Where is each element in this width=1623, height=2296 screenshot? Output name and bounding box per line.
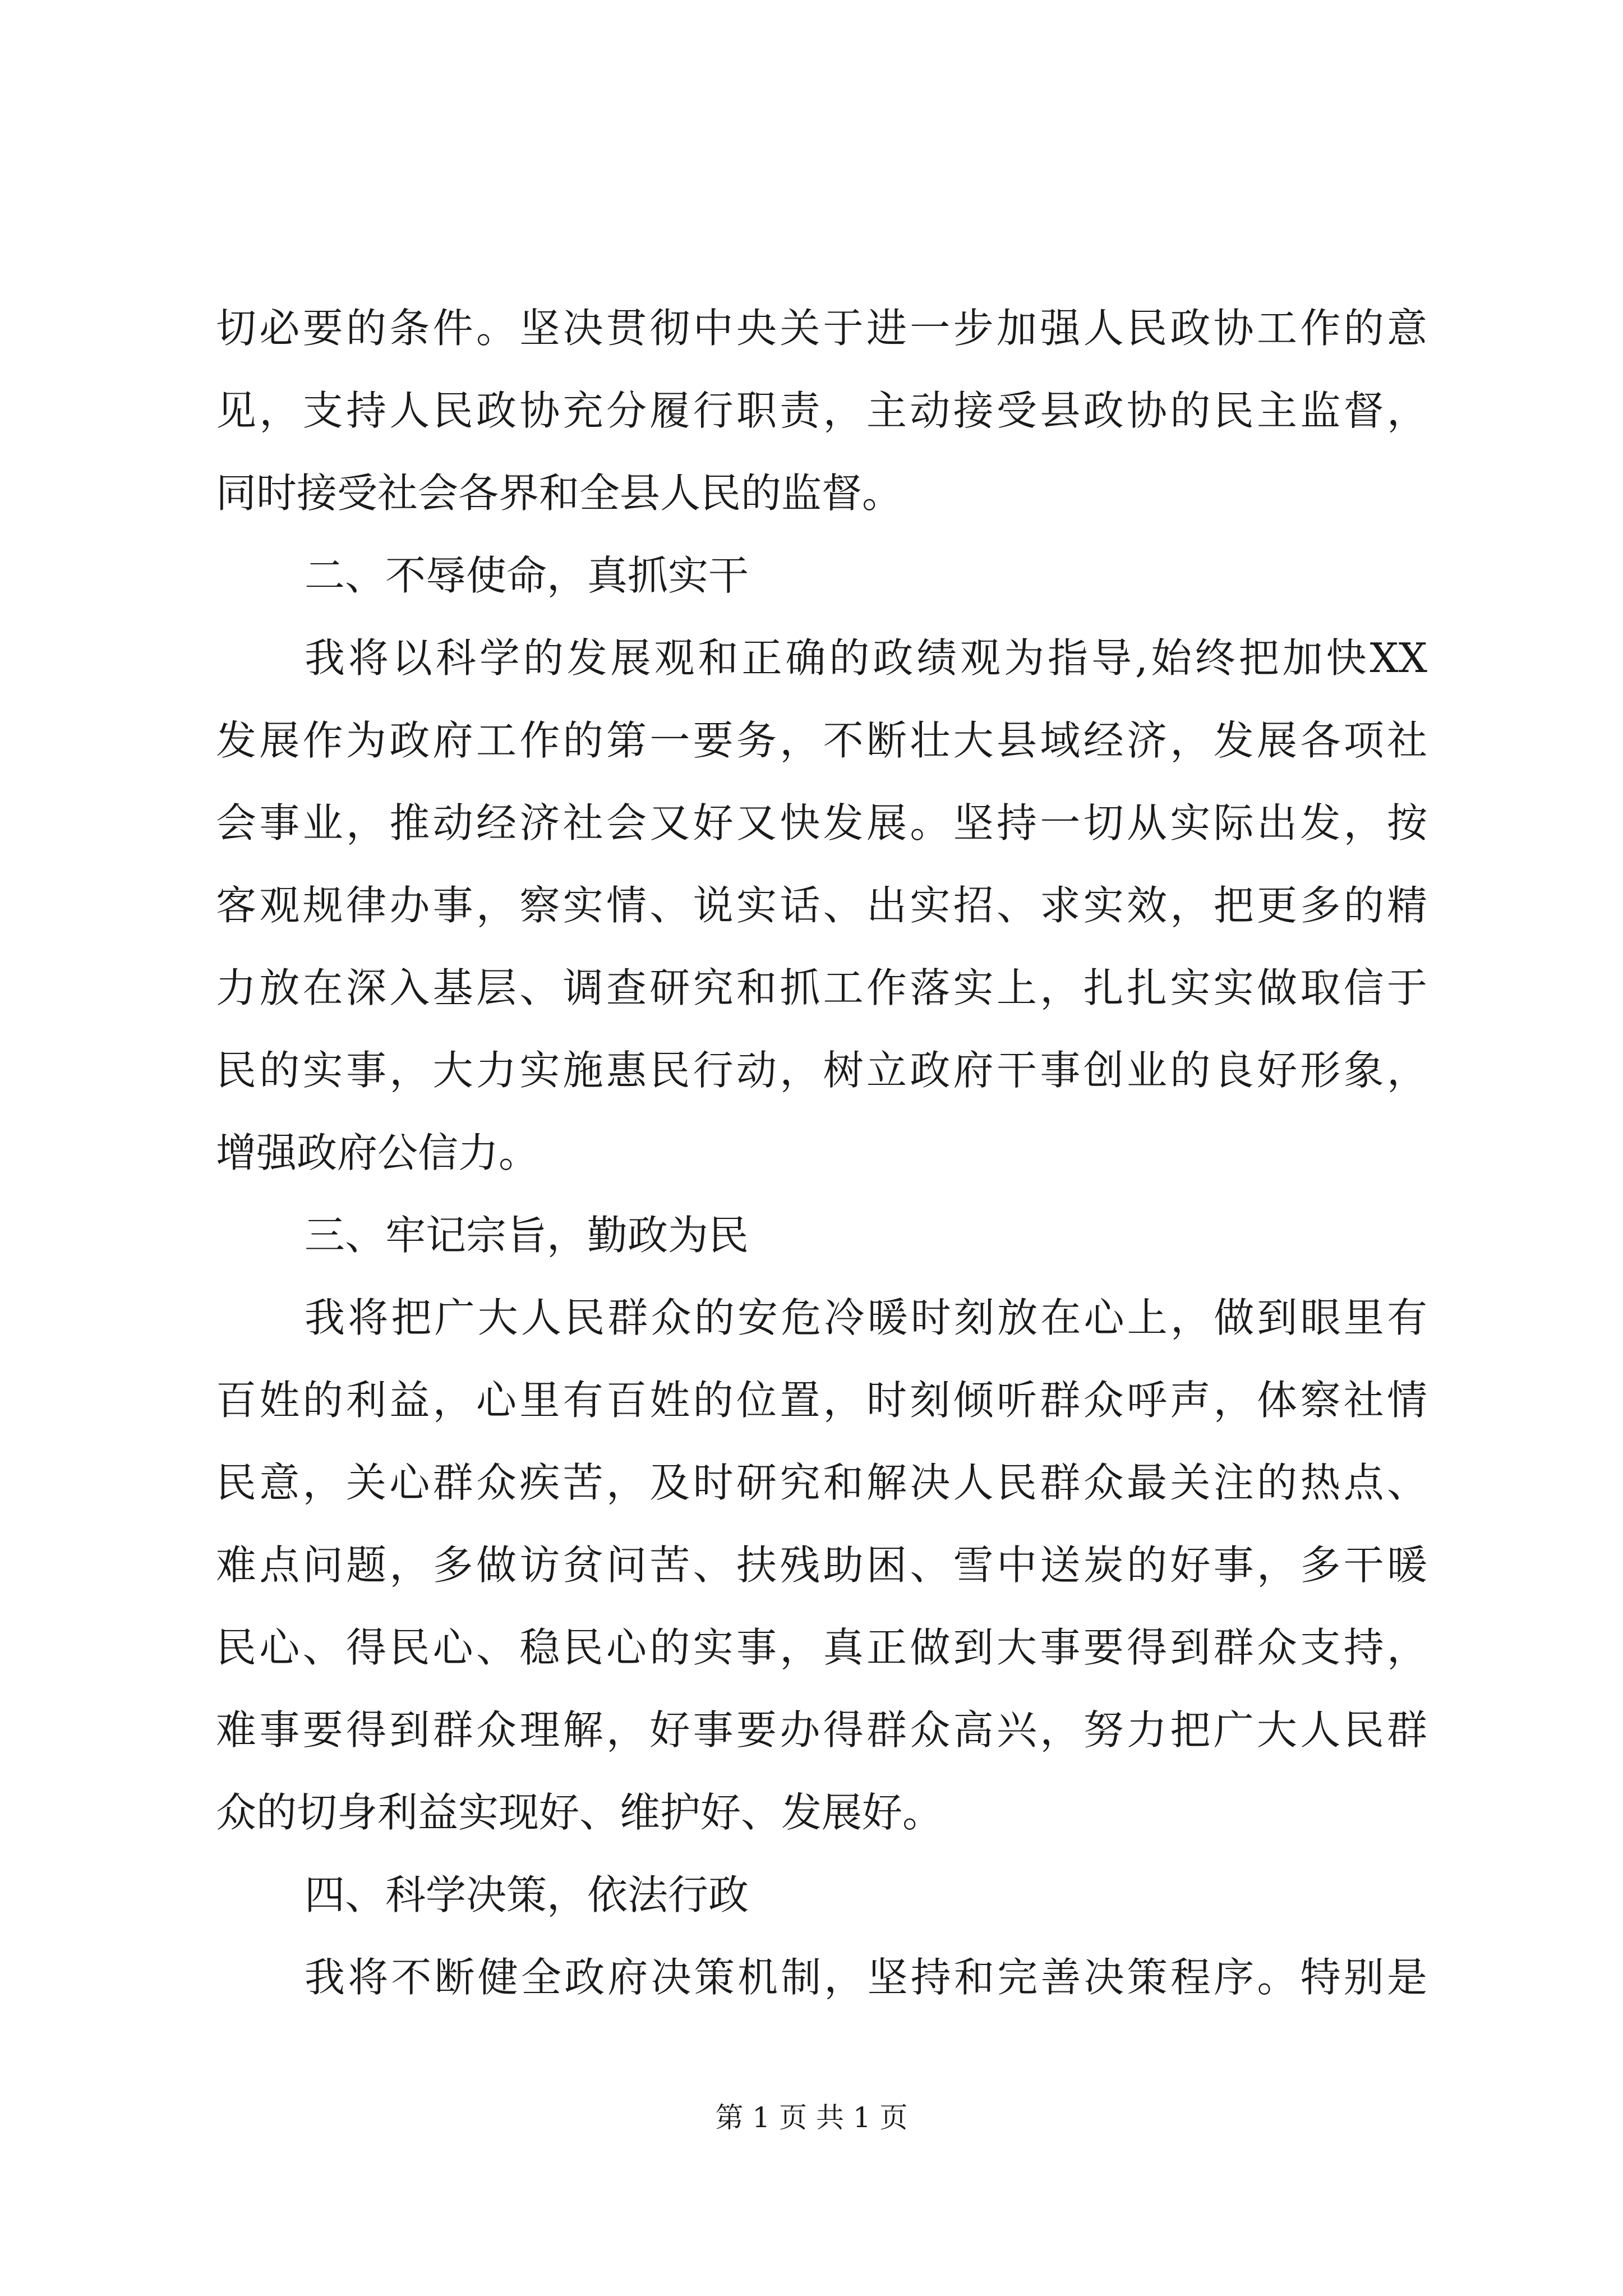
text-line: 我将把广大人民群众的安危冷暖时刻放在心上，做到眼里有: [305, 1294, 1427, 1341]
text-line: 民心、得民心、稳民心的实事，真正做到大事要得到群众支持，: [216, 1624, 1427, 1671]
text-line: 众的切身利益实现好、维护好、发展好。: [216, 1789, 943, 1836]
text-line: 我将以科学的发展观和正确的政绩观为指导,始终把加快XX: [305, 634, 1427, 682]
text-line: 民意，关心群众疾苦，及时研究和解决人民群众最关注的热点、: [216, 1459, 1427, 1506]
text-line: 二、不辱使命，真抓实干: [305, 552, 749, 599]
text-line: 三、牢记宗旨，勤政为民: [305, 1212, 749, 1259]
text-line: 同时接受社会各界和全县人民的监督。: [216, 470, 903, 517]
document-body: [216, 287, 1427, 2019]
text-line: 力放在深入基层、调查研究和抓工作落实上，扎扎实实做取信于: [216, 964, 1427, 1011]
text-line: 民的实事，大力实施惠民行动，树立政府干事创业的良好形象，: [216, 1047, 1427, 1094]
text-line: 我将不断健全政府决策机制，坚持和完善决策程序。特别是: [305, 1954, 1427, 2001]
text-line: 客观规律办事，察实情、说实话、出实招、求实效，把更多的精: [216, 882, 1427, 929]
text-line: 四、科学决策，依法行政: [305, 1871, 749, 1918]
text-line: 见，支持人民政协充分履行职责，主动接受县政协的民主监督，: [216, 387, 1427, 434]
text-line: 发展作为政府工作的第一要务，不断壮大县域经济，发展各项社: [216, 717, 1427, 764]
text-line: 百姓的利益，心里有百姓的位置，时刻倾听群众呼声，体察社情: [216, 1377, 1427, 1424]
text-line: 会事业，推动经济社会又好又快发展。坚持一切从实际出发，按: [216, 799, 1427, 846]
text-line: 难事要得到群众理解，好事要办得群众高兴，努力把广大人民群: [216, 1706, 1427, 1754]
text-line: 难点问题，多做访贫问苦、扶残助困、雪中送炭的好事，多干暖: [216, 1542, 1427, 1589]
page-footer: 第 1 页 共 1 页: [715, 2101, 908, 2134]
text-line: 增强政府公信力。: [216, 1129, 540, 1176]
text-line: 切必要的条件。坚决贯彻中央关于进一步加强人民政协工作的意: [216, 305, 1427, 352]
